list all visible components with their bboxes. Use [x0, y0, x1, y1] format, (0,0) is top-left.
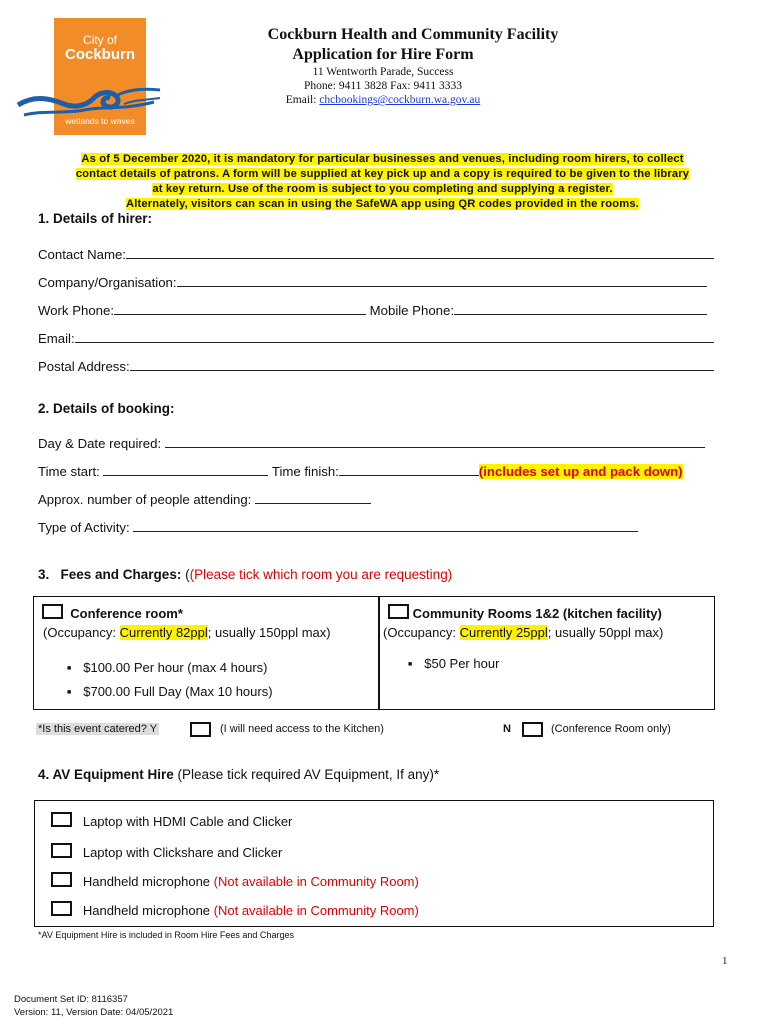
notice-line4: Alternately, visitors can scan in using the SafeWA app using QR codes provided in the rooms.	[126, 198, 639, 210]
postal-input[interactable]	[130, 358, 714, 371]
av-item-3-checkbox[interactable]	[51, 872, 72, 887]
covid-notice	[30, 152, 735, 212]
av-item-4-note: (Not available in Community Room)	[213, 903, 419, 918]
community-room-name: Community Rooms 1&2 (kitchen facility)	[412, 606, 662, 621]
day-date-row	[38, 435, 705, 451]
av-item-1-checkbox[interactable]	[51, 812, 72, 827]
av-item-4-label: Handheld microphone	[82, 903, 214, 918]
contact-name-row	[38, 246, 714, 262]
av-item-3	[51, 872, 419, 889]
mobile-phone-label: Mobile Phone:	[369, 303, 454, 318]
people-input[interactable]	[255, 491, 371, 504]
conference-room-name: Conference room*	[70, 606, 183, 621]
document-set-id: Document Set ID: 8116357	[14, 994, 128, 1005]
postal-label: Postal Address:	[38, 359, 130, 374]
work-phone-input[interactable]	[114, 302, 366, 315]
catered-yes-note: (I will need access to the Kitchen)	[220, 723, 384, 735]
conference-occupancy	[43, 625, 331, 640]
email-field-label: Email:	[38, 331, 75, 346]
notice-line3: at key return. Use of the room is subject to you completing and supplying a register.	[152, 183, 613, 195]
activity-label: Type of Activity:	[38, 520, 130, 535]
time-row	[38, 463, 683, 479]
av-footnote: *AV Equipment Hire is included in Room Hire Fees and Charges	[38, 930, 294, 940]
logo-line2: Cockburn	[64, 46, 135, 63]
av-item-2-label: Laptop with Clickshare and Clicker	[82, 845, 283, 860]
section4-title: 4. AV Equipment Hire	[38, 767, 174, 782]
community-occ-current: Currently 25ppl	[459, 625, 548, 640]
community-rate-1-text: $50 Per hour	[424, 656, 500, 671]
community-occ-suffix: ; usually 50ppl max)	[547, 625, 664, 640]
conference-rate-2-text: $700.00 Full Day (Max 10 hours)	[83, 684, 273, 699]
section3-number: 3.	[38, 567, 50, 582]
day-date-label: Day & Date required:	[38, 436, 162, 451]
mobile-phone-input[interactable]	[454, 302, 707, 315]
section4-heading	[38, 767, 439, 782]
community-occupancy	[383, 625, 663, 640]
company-label: Company/Organisation:	[38, 275, 177, 290]
catered-row	[33, 721, 713, 739]
av-item-4	[51, 901, 419, 918]
day-date-input[interactable]	[165, 435, 705, 448]
activity-input[interactable]	[133, 519, 638, 532]
community-occ-prefix: (Occupancy:	[383, 625, 460, 640]
community-room-option	[388, 604, 662, 621]
fees-table	[33, 596, 715, 710]
postal-row	[38, 358, 714, 374]
page-number: 1	[722, 955, 728, 967]
conference-room-checkbox[interactable]	[42, 604, 63, 619]
facility-address: 11 Wentworth Parade, Success	[312, 66, 454, 78]
logo-line1: City of	[82, 33, 117, 47]
conference-occ-suffix: ; usually 150ppl max)	[207, 625, 331, 640]
time-finish-label: Time finish:	[271, 464, 339, 479]
company-row	[38, 274, 707, 290]
time-finish-input[interactable]	[339, 463, 479, 476]
conference-room-option	[42, 604, 183, 621]
email-link[interactable]: chcbookings@cockburn.wa.gov.au	[319, 94, 481, 106]
section3-heading: 3. Fees and Charges: ((Please tick which room you are requesting)	[38, 567, 453, 582]
time-start-label: Time start:	[38, 464, 100, 479]
community-room-checkbox[interactable]	[388, 604, 409, 619]
contact-name-label: Contact Name:	[38, 247, 126, 262]
bullet-icon: ■	[408, 661, 413, 668]
section4-note: (Please tick required AV Equipment, If any)*	[177, 767, 440, 782]
work-phone-label: Work Phone:	[38, 303, 114, 318]
catered-yes-checkbox[interactable]	[190, 722, 211, 737]
time-start-input[interactable]	[103, 463, 268, 476]
facility-phone: Phone: 9411 3828 Fax: 9411 3333	[304, 80, 462, 92]
email-input[interactable]	[75, 330, 714, 343]
av-equipment-box	[34, 800, 714, 927]
av-item-3-note: (Not available in Community Room)	[213, 874, 419, 889]
form-title-line1: Cockburn Health and Community Facility	[267, 26, 559, 43]
section1-title: 1. Details of hirer:	[38, 211, 153, 226]
catered-no-label: N	[503, 723, 511, 735]
section3-title: Fees and Charges:	[60, 567, 182, 582]
av-item-4-checkbox[interactable]	[51, 901, 72, 916]
section3-note: (Please tick which room you are requesting)	[189, 567, 453, 582]
av-item-1-label: Laptop with HDMI Cable and Clicker	[82, 814, 293, 829]
notice-line1: As of 5 December 2020, it is mandatory for particular businesses and venues, including room hirers, to collect	[81, 153, 684, 165]
email-label: Email:	[285, 94, 320, 106]
av-item-2-checkbox[interactable]	[51, 843, 72, 858]
catered-question: *Is this event catered? Y	[38, 723, 158, 735]
phone-row	[38, 302, 707, 318]
bullet-icon: ■	[67, 665, 72, 672]
version-info: Version: 11, Version Date: 04/05/2021	[14, 1007, 174, 1018]
av-item-3-label: Handheld microphone	[82, 874, 214, 889]
catered-no-note: (Conference Room only)	[551, 723, 671, 735]
community-rate-1	[408, 656, 499, 671]
catered-no-checkbox[interactable]	[522, 722, 543, 737]
setup-note: (includes set up and pack down)	[478, 464, 683, 479]
conference-occ-current: Currently 82ppl	[119, 625, 208, 640]
facility-email-row	[203, 94, 563, 106]
activity-row	[38, 519, 638, 535]
conference-rate-2	[67, 684, 273, 699]
section2-title: 2. Details of booking:	[38, 401, 175, 416]
conference-occ-prefix: (Occupancy:	[43, 625, 120, 640]
contact-name-input[interactable]	[126, 246, 714, 259]
city-of-cockburn-logo	[14, 18, 164, 138]
form-title-line2: Application for Hire Form	[292, 46, 474, 63]
logo-tagline: wetlands to waves	[65, 116, 135, 126]
notice-line2: contact details of patrons. A form will be supplied at key pick up and a copy is required to be given to the library	[75, 168, 690, 180]
conference-rate-1	[67, 660, 268, 675]
av-item-1	[51, 812, 292, 829]
people-row	[38, 491, 371, 507]
bullet-icon: ■	[67, 689, 72, 696]
email-row	[38, 330, 714, 346]
conference-rate-1-text: $100.00 Per hour (max 4 hours)	[83, 660, 268, 675]
av-item-2	[51, 843, 282, 860]
people-label: Approx. number of people attending:	[38, 492, 252, 507]
wave-icon	[14, 70, 164, 120]
company-input[interactable]	[177, 274, 707, 287]
